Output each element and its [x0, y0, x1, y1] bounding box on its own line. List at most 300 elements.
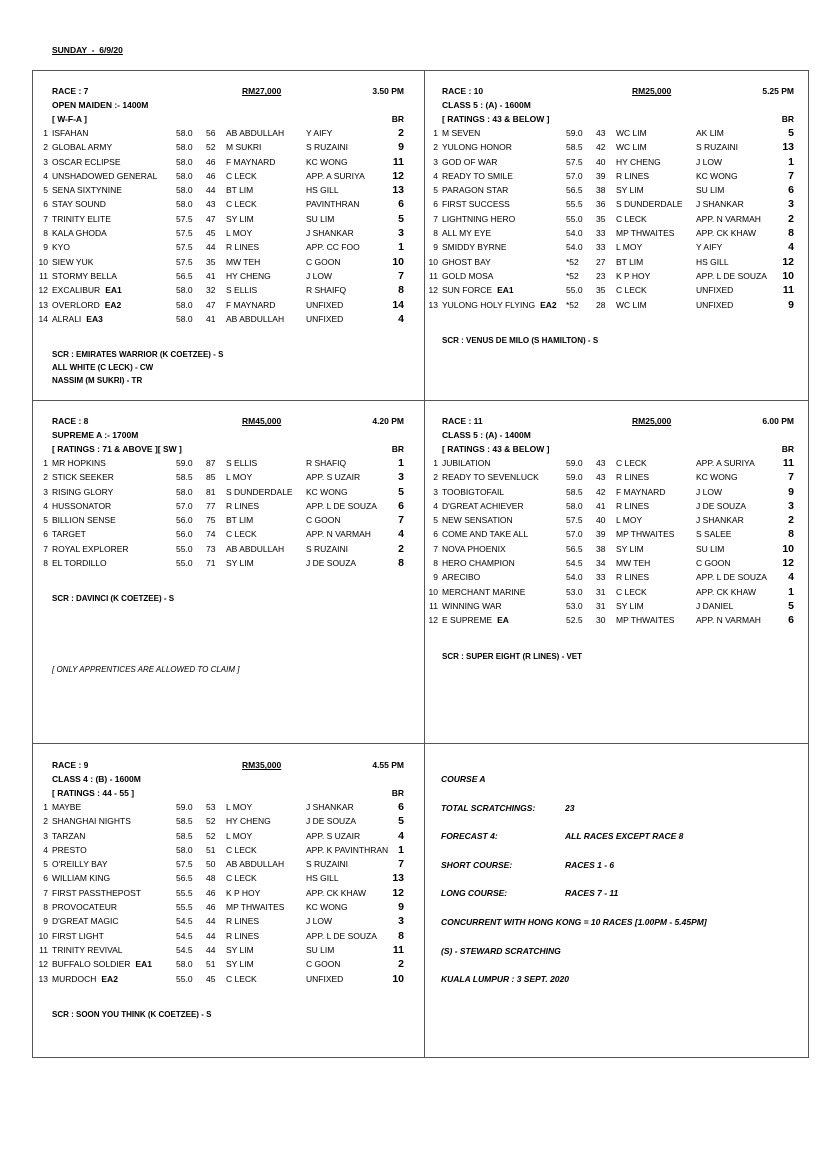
runner-weight: 55.5 — [176, 902, 193, 913]
runner-barrier: 3 — [788, 198, 794, 211]
runner-barrier: 6 — [788, 614, 794, 627]
race-ratings-line — [36, 444, 406, 458]
runner-jockey: L MOY — [616, 242, 643, 253]
runner-number: 5 — [43, 185, 48, 196]
grid-divider-row1 — [32, 400, 809, 401]
runner-rating: 56 — [206, 128, 216, 138]
runner-rating: 43 — [596, 472, 606, 483]
runner-name-cell — [52, 515, 116, 525]
runner-rating: 33 — [596, 242, 606, 253]
runner-name-cell — [442, 572, 480, 582]
runner-name-cell — [52, 931, 104, 941]
runner-number: 1 — [433, 458, 438, 468]
race-prize: RM27,000 — [242, 86, 282, 96]
runner-barrier: 13 — [782, 141, 794, 154]
runner-row — [36, 902, 406, 916]
runner-name-cell — [442, 515, 513, 525]
runner-number: 8 — [43, 558, 48, 569]
emergency-tag: EA1 — [135, 959, 152, 970]
horse-name: GLOBAL ARMY — [52, 142, 113, 153]
scratch-spacer — [36, 988, 406, 1010]
forecast — [441, 831, 684, 841]
emergency-tag: EA2 — [104, 299, 122, 310]
runner-rating: 44 — [206, 944, 216, 955]
runner-rating: 47 — [206, 299, 216, 310]
race-class-line — [36, 430, 406, 444]
runner-row — [426, 472, 796, 486]
runner-jockey: S DUNDERDALE — [616, 199, 683, 210]
runner-row — [426, 242, 796, 256]
runner-barrier: 1 — [398, 457, 404, 469]
runner-barrier: 4 — [398, 528, 404, 541]
runner-jockey: C LECK — [226, 170, 257, 181]
runner-barrier: 2 — [788, 514, 794, 527]
runner-weight: 57.5 — [176, 256, 193, 267]
runner-trainer: APP. A SURIYA — [696, 458, 755, 468]
runner-weight: 55.0 — [176, 973, 193, 984]
barrier-column-header: BR — [781, 444, 794, 454]
runner-barrier: 12 — [392, 886, 404, 899]
race-class-line — [426, 430, 796, 444]
race-time: 4.55 PM — [372, 760, 404, 770]
runner-row — [426, 257, 796, 271]
runner-name-cell — [442, 128, 480, 138]
runner-rating: 47 — [206, 213, 216, 224]
horse-name: OVERLORD — [52, 299, 100, 310]
runner-row — [426, 572, 796, 586]
runner-jockey: R LINES — [226, 930, 260, 941]
runner-row — [36, 285, 406, 299]
runner-number: 7 — [43, 213, 48, 224]
runner-trainer: KC WONG — [696, 170, 738, 181]
runner-number: 8 — [433, 228, 438, 239]
race-class: CLASS 5 : (A) - 1600M — [442, 100, 531, 110]
runner-jockey: MW TEH — [616, 558, 651, 569]
runner-barrier: 8 — [398, 557, 404, 570]
runner-trainer: APP. A SURIYA — [306, 170, 365, 181]
runner-trainer: KC WONG — [306, 156, 348, 167]
runner-number: 3 — [433, 156, 438, 167]
scratch-spacer — [36, 572, 406, 594]
runner-name-cell — [52, 802, 81, 812]
horse-name: READY TO SMILE — [442, 170, 513, 181]
runner-rating: 44 — [206, 916, 216, 927]
runner-weight: 58.0 — [176, 486, 193, 497]
runner-jockey: WC LIM — [616, 128, 647, 138]
scratching-line: SCR : VENUS DE MILO (S HAMILTON) - S — [442, 335, 599, 345]
runner-name-cell — [442, 271, 493, 281]
runner-barrier: 7 — [788, 471, 794, 484]
runner-trainer: AK LIM — [696, 128, 724, 138]
runner-weight: 54.5 — [566, 558, 583, 569]
runner-trainer: SU LIM — [696, 543, 725, 554]
horse-name: SIEW YUK — [52, 256, 94, 267]
horse-name: SMIDDY BYRNE — [442, 242, 507, 253]
runner-name-cell — [52, 487, 113, 497]
race-ratings-line — [36, 114, 406, 128]
runner-barrier: 5 — [398, 485, 404, 498]
short-course-value: RACES 1 - 6 — [565, 860, 615, 870]
horse-name: NEW SENSATION — [442, 515, 513, 526]
runner-barrier: 13 — [392, 872, 404, 885]
runner-weight: 57.5 — [566, 515, 583, 526]
runner-trainer: APP. N VARMAH — [696, 213, 761, 224]
horse-name: ISFAHAN — [52, 128, 89, 138]
runner-name-cell — [52, 974, 118, 984]
runner-jockey: L MOY — [616, 515, 643, 526]
runner-trainer: SU LIM — [306, 944, 335, 955]
course-label: COURSE A — [441, 774, 486, 784]
runner-rating: 53 — [206, 802, 216, 812]
runner-name-cell — [52, 285, 122, 295]
runner-weight: 53.0 — [566, 586, 583, 597]
runner-jockey: R LINES — [616, 500, 650, 511]
runner-weight: 58.0 — [176, 844, 193, 855]
runner-row — [426, 157, 796, 171]
runner-name-cell — [442, 228, 491, 238]
long-course-label: LONG COURSE: — [441, 888, 508, 898]
runner-row — [426, 199, 796, 213]
race-ratings: [ RATINGS : 43 & BELOW ] — [442, 114, 550, 124]
runner-jockey: AB ABDULLAH — [226, 859, 285, 870]
runner-number: 3 — [433, 486, 438, 497]
horse-name: STICK SEEKER — [52, 472, 114, 483]
runner-name-cell — [442, 257, 491, 267]
runner-rating: 48 — [206, 873, 216, 884]
runner-barrier: 11 — [392, 155, 404, 168]
race-class-line — [36, 100, 406, 114]
runner-jockey: C LECK — [616, 213, 647, 224]
runner-barrier: 6 — [398, 198, 404, 211]
runner-trainer: J SHANKAR — [696, 515, 744, 526]
runner-number: 4 — [43, 844, 48, 855]
runner-name-cell — [52, 142, 112, 152]
horse-name: FIRST PASSTHEPOST — [52, 887, 141, 898]
runner-jockey: SY LIM — [616, 185, 644, 196]
runner-row — [36, 157, 406, 171]
long-course-value: RACES 7 - 11 — [565, 888, 619, 898]
runner-number: 13 — [38, 299, 48, 310]
runner-jockey: SY LIM — [226, 944, 254, 955]
runner-row — [36, 831, 406, 845]
race-ratings: [ W-F-A ] — [52, 114, 87, 124]
forecast-label: FORECAST 4: — [441, 831, 498, 841]
runner-row — [426, 142, 796, 156]
runner-rating: 41 — [206, 270, 216, 281]
runner-row — [36, 487, 406, 501]
note-spacer — [36, 607, 406, 665]
runner-barrier: 6 — [398, 801, 404, 813]
runner-barrier: 1 — [788, 585, 794, 598]
runner-jockey: C LECK — [226, 844, 257, 855]
horse-name: BUFFALO SOLDIER — [52, 959, 131, 970]
runner-jockey: HY CHENG — [226, 816, 271, 827]
runner-number: 1 — [433, 128, 438, 138]
horse-name: TARZAN — [52, 830, 86, 841]
runner-row — [36, 314, 406, 328]
runner-row — [36, 501, 406, 515]
runner-weight: 56.0 — [176, 515, 193, 526]
runner-jockey: BT LIM — [226, 185, 254, 196]
runner-number: 9 — [43, 242, 48, 253]
runner-weight: 58.0 — [176, 185, 193, 196]
runner-trainer: R SHAIFQ — [306, 285, 347, 296]
horse-name: E SUPREME — [442, 615, 493, 626]
horse-name: D'GREAT ACHIEVER — [442, 500, 524, 511]
runner-barrier: 8 — [398, 929, 404, 942]
runner-row — [426, 185, 796, 199]
runner-trainer: C GOON — [306, 515, 341, 526]
runner-number: 2 — [433, 142, 438, 153]
runner-row — [426, 544, 796, 558]
runner-number: 11 — [429, 600, 438, 611]
race-ratings: [ RATINGS : 43 & BELOW ] — [442, 444, 550, 454]
horse-name: SUN FORCE — [442, 285, 493, 296]
race-number: RACE : 9 — [52, 760, 89, 770]
runner-number: 4 — [433, 170, 438, 181]
emergency-tag: EA3 — [86, 313, 103, 324]
runner-barrier: 2 — [398, 127, 404, 139]
runner-barrier: 9 — [788, 298, 794, 311]
runner-row — [426, 285, 796, 299]
runner-barrier: 12 — [782, 255, 794, 268]
runner-barrier: 7 — [788, 169, 794, 182]
runner-name-cell — [52, 501, 111, 511]
race-panel-8 — [36, 416, 406, 674]
runner-jockey: F MAYNARD — [616, 486, 666, 497]
runner-rating: 71 — [206, 558, 216, 569]
runner-number: 12 — [38, 959, 48, 970]
runner-row — [36, 802, 406, 816]
horse-name: OSCAR ECLIPSE — [52, 156, 121, 167]
runner-name-cell — [442, 285, 514, 295]
runner-jockey: R LINES — [226, 500, 260, 511]
runner-barrier: 1 — [398, 241, 404, 254]
runner-row — [426, 171, 796, 185]
runner-rating: 46 — [206, 902, 216, 913]
runner-number: 6 — [433, 199, 438, 210]
runner-rating: 23 — [596, 270, 606, 281]
runner-weight: 56.5 — [566, 543, 583, 554]
barrier-column-header: BR — [391, 788, 404, 798]
runner-rating: 50 — [206, 859, 216, 870]
runner-number: 10 — [38, 930, 48, 941]
runner-row — [426, 587, 796, 601]
runner-barrier: 5 — [398, 212, 404, 225]
runner-row — [36, 142, 406, 156]
runner-jockey: L MOY — [226, 830, 253, 841]
runner-barrier: 12 — [782, 557, 794, 570]
runner-name-cell — [52, 199, 106, 209]
runner-trainer: HS GILL — [696, 256, 729, 267]
runner-barrier: 9 — [398, 901, 404, 914]
horse-name: HERO CHAMPION — [442, 558, 515, 569]
runner-trainer: J SHANKAR — [306, 228, 354, 239]
runner-barrier: 7 — [398, 269, 404, 282]
runner-number: 10 — [38, 256, 48, 267]
runner-number: 2 — [433, 472, 438, 483]
runner-jockey: C LECK — [616, 586, 647, 597]
scratch-spacer — [36, 328, 406, 350]
runner-barrier: 3 — [788, 499, 794, 512]
runner-rating: 44 — [206, 185, 216, 196]
race-prize: RM45,000 — [242, 416, 282, 426]
race-number: RACE : 7 — [52, 86, 89, 96]
runner-number: 8 — [43, 902, 48, 913]
runner-trainer: S SALEE — [696, 529, 732, 540]
race-time: 3.50 PM — [372, 86, 404, 96]
runner-trainer: APP. CK KHAW — [696, 586, 756, 597]
runner-rating: 41 — [206, 313, 216, 324]
runner-name-cell — [442, 185, 508, 195]
race-ratings: [ RATINGS : 44 - 55 ] — [52, 788, 135, 798]
horse-name: PRESTO — [52, 844, 87, 855]
runner-name-cell — [52, 945, 123, 955]
runner-rating: 35 — [596, 213, 606, 224]
horse-name: M SEVEN — [442, 128, 481, 138]
horse-name: D'GREAT MAGIC — [52, 916, 119, 927]
barrier-column-header: BR — [391, 444, 404, 454]
runner-number: 11 — [39, 944, 48, 955]
runner-trainer: J DE SOUZA — [306, 816, 357, 827]
runner-barrier: 6 — [788, 184, 794, 197]
runner-rating: 44 — [206, 242, 216, 253]
runner-trainer: J LOW — [306, 916, 332, 927]
runner-trainer: APP. CK KHAW — [306, 887, 366, 898]
runner-trainer: S RUZAINI — [696, 142, 739, 153]
runner-weight: 54.0 — [566, 242, 583, 253]
runner-barrier: 10 — [782, 269, 794, 282]
runner-row — [426, 558, 796, 572]
runner-number: 4 — [43, 170, 48, 181]
runner-name-cell — [52, 228, 107, 238]
runner-rating: 43 — [596, 458, 606, 468]
runner-barrier: 2 — [398, 958, 404, 971]
runner-trainer: J LOW — [696, 486, 722, 497]
runner-rating: 27 — [596, 256, 606, 267]
runner-row — [36, 199, 406, 213]
runner-weight: 58.0 — [176, 156, 193, 167]
race-class: SUPREME A :- 1700M — [52, 430, 139, 440]
race-class-line — [426, 100, 796, 114]
runner-number: 10 — [428, 256, 438, 267]
runner-jockey: R LINES — [226, 242, 260, 253]
scratching-line: SCR : DAVINCI (K COETZEE) - S — [52, 594, 175, 604]
runner-rating: 31 — [596, 600, 606, 611]
runner-jockey: F MAYNARD — [226, 156, 276, 167]
race-header — [36, 760, 406, 774]
runner-trainer: APP. CC FOO — [306, 242, 360, 253]
total-scratchings-value: 23 — [565, 803, 575, 813]
runner-row — [36, 257, 406, 271]
runner-trainer: UNFIXED — [696, 285, 734, 296]
runner-rating: 34 — [596, 558, 606, 569]
runner-number: 3 — [43, 830, 48, 841]
runner-row — [426, 300, 796, 314]
runner-rating: 41 — [596, 500, 606, 511]
horse-name: UNSHADOWED GENERAL — [52, 170, 158, 181]
horse-name: KYO — [52, 242, 70, 253]
runner-weight: 58.0 — [176, 285, 193, 296]
race-class-line — [36, 774, 406, 788]
horse-name: ROYAL EXPLORER — [52, 543, 129, 554]
runner-jockey: MP THWAITES — [616, 529, 675, 540]
runner-trainer: APP. L DE SOUZA — [696, 270, 767, 281]
horse-name: FIRST LIGHT — [52, 930, 104, 941]
runner-row — [426, 214, 796, 228]
runner-name-cell — [52, 257, 93, 267]
runner-name-cell — [52, 816, 131, 826]
race-time: 6.00 PM — [762, 416, 794, 426]
runner-jockey: BT LIM — [616, 256, 644, 267]
runner-row — [36, 974, 406, 988]
runner-rating: 38 — [596, 543, 606, 554]
runner-name-cell — [442, 529, 528, 539]
runner-barrier: 14 — [392, 298, 404, 311]
runner-barrier: 12 — [392, 169, 404, 182]
runner-row — [36, 916, 406, 930]
race-ratings: [ RATINGS : 71 & ABOVE ][ SW ] — [52, 444, 182, 454]
horse-name: PARAGON STAR — [442, 185, 509, 196]
horse-name: JUBILATION — [442, 458, 491, 468]
runner-row — [36, 128, 406, 142]
scratching-line: SCR : SUPER EIGHT (R LINES) - VET — [442, 651, 583, 661]
race-panel-11 — [426, 416, 796, 665]
runner-number: 8 — [43, 228, 48, 239]
runner-name-cell — [52, 959, 152, 969]
runner-jockey: C LECK — [616, 458, 647, 468]
runner-jockey: R LINES — [616, 572, 650, 583]
runner-barrier: 3 — [398, 471, 404, 484]
runner-rating: 43 — [596, 128, 606, 138]
runner-weight: 55.0 — [566, 285, 583, 296]
runner-name-cell — [52, 902, 117, 912]
runner-number: 8 — [433, 558, 438, 569]
runner-weight: 59.0 — [566, 128, 583, 138]
runner-row — [36, 458, 406, 472]
runner-weight: 58.0 — [566, 500, 583, 511]
race-ratings-line — [426, 114, 796, 128]
runner-number: 10 — [428, 586, 438, 597]
runner-trainer: SU LIM — [306, 213, 335, 224]
race-number: RACE : 11 — [442, 416, 483, 426]
horse-name: YULONG HOLY FLYING — [442, 299, 536, 310]
runner-name-cell — [52, 558, 107, 568]
horse-name: TARGET — [52, 529, 86, 540]
runner-trainer: S RUZAINI — [306, 142, 349, 153]
runner-trainer: UNFIXED — [306, 313, 344, 324]
runner-barrier: 13 — [392, 184, 404, 197]
runner-weight: 54.5 — [176, 916, 193, 927]
runner-jockey: MP THWAITES — [616, 615, 675, 626]
runner-name-cell — [52, 242, 70, 252]
runner-name-cell — [442, 171, 513, 181]
race-prize: RM25,000 — [632, 86, 672, 96]
horse-name: STORMY BELLA — [52, 270, 117, 281]
runner-weight: 55.0 — [176, 543, 193, 554]
runner-trainer: J SHANKAR — [306, 802, 354, 812]
runner-trainer: Y AIFY — [306, 128, 333, 138]
runner-barrier: 7 — [398, 858, 404, 871]
runner-weight: 55.0 — [176, 558, 193, 569]
runner-row — [36, 185, 406, 199]
runner-weight: 54.5 — [176, 944, 193, 955]
runner-number: 9 — [43, 916, 48, 927]
runner-barrier: 4 — [788, 571, 794, 584]
runner-weight: 54.0 — [566, 572, 583, 583]
runner-jockey: BT LIM — [226, 515, 254, 526]
runner-trainer: KC WONG — [696, 472, 738, 483]
